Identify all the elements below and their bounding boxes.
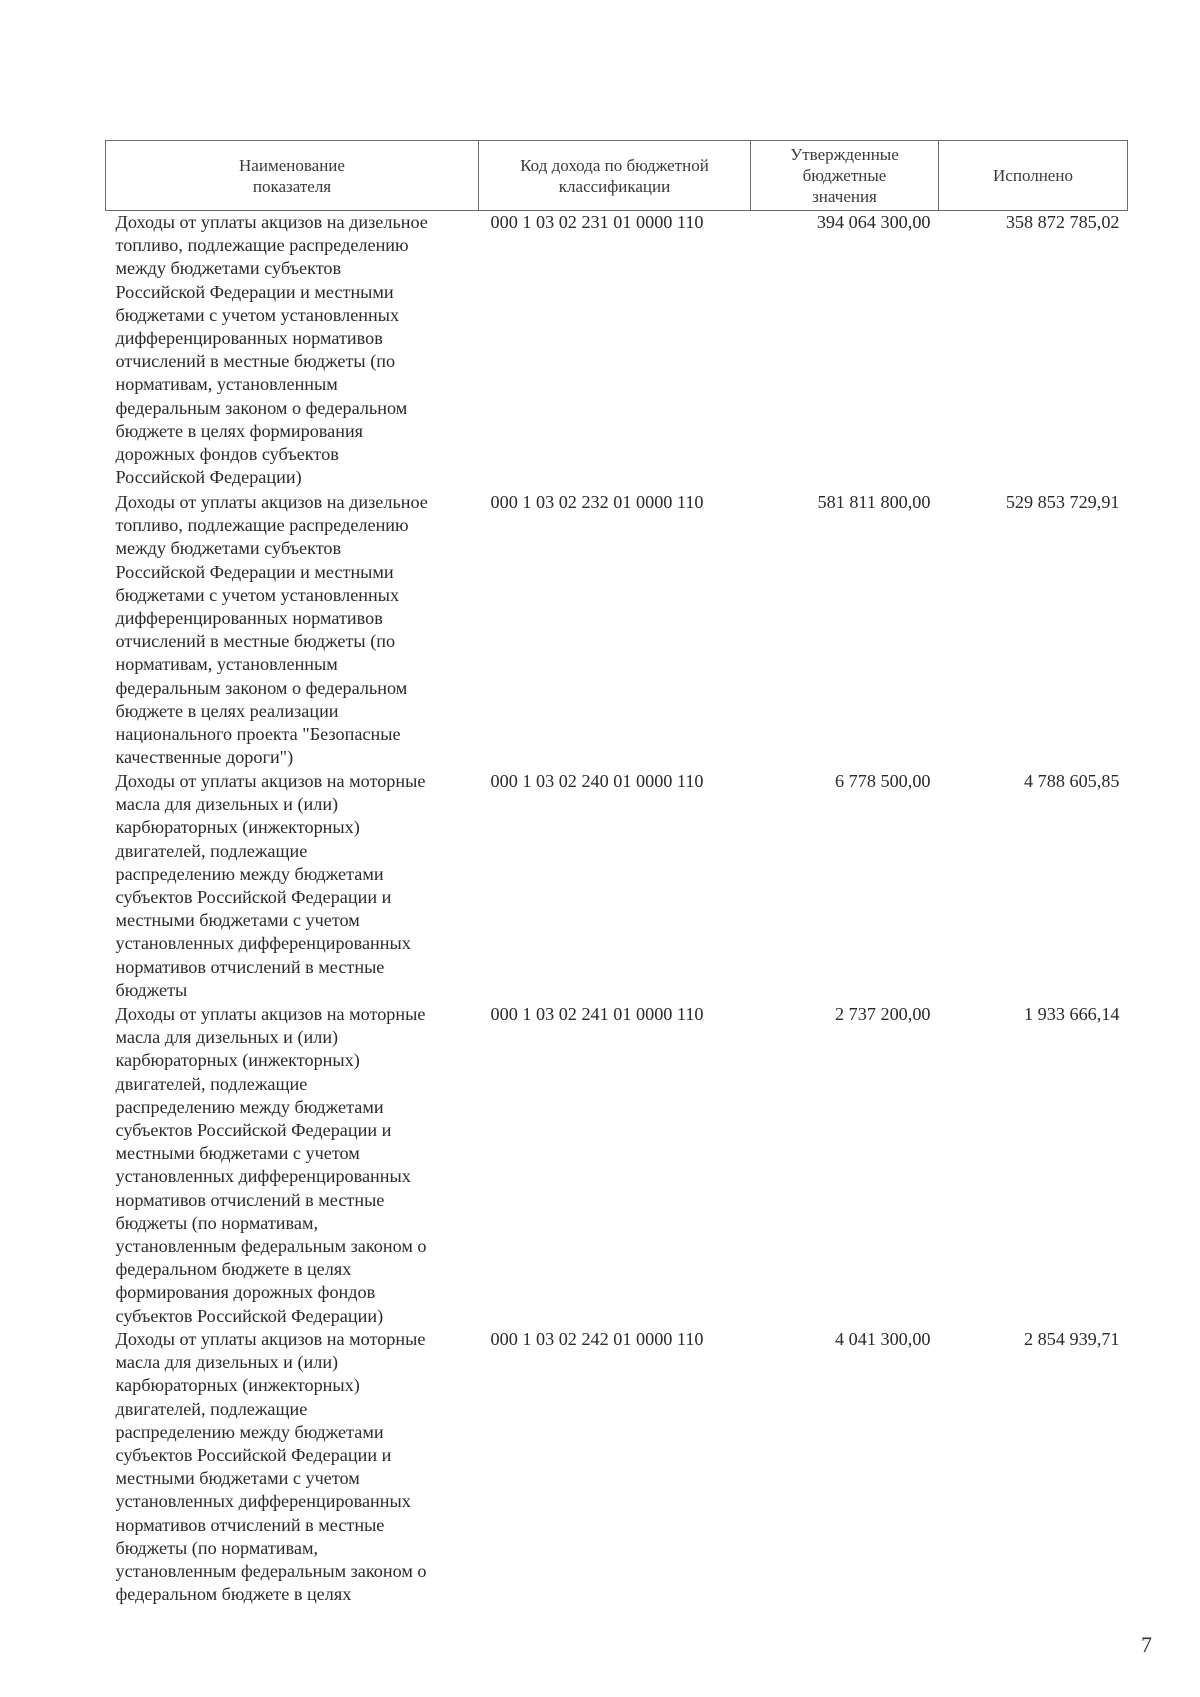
row-name-line: нормативам, установленным — [115, 374, 338, 395]
row-code: 000 1 03 02 232 01 0000 110 — [490, 492, 704, 512]
row-approved-value: 394 064 300,00 — [816, 212, 931, 232]
row-approved-value: 4 041 300,00 — [835, 1329, 931, 1349]
row-name-line: установленных дифференцированных — [115, 1166, 411, 1187]
header-approved-line: значения — [812, 187, 877, 206]
row-name-line: качественные дороги") — [115, 747, 294, 768]
row-name-line: Российской Федерации) — [115, 467, 302, 488]
row-name-line: масла для дизельных и (или) — [115, 1027, 339, 1048]
header-code-line: классификации — [558, 176, 671, 196]
row-name — [106, 491, 479, 770]
row-name-line: нормативам, установленным — [115, 654, 338, 675]
row-name-line: субъектов Российской Федерации и — [115, 1120, 392, 1141]
row-name-line: формирования дорожных фондов — [115, 1282, 376, 1303]
header-approved-line: бюджетные — [802, 166, 887, 185]
row-name-line: Российской Федерации и местными — [115, 281, 394, 302]
row-name-line: Российской Федерации и местными — [115, 561, 394, 582]
table-row — [106, 1328, 1128, 1608]
header-name-line: показателя — [252, 176, 332, 196]
row-name-line: Доходы от уплаты акцизов на дизельное — [115, 492, 428, 512]
row-name-line: местными бюджетами с учетом — [115, 1468, 360, 1489]
row-name-line: масла для дизельных и (или) — [115, 1352, 339, 1373]
row-name-line: бюджеты (по нормативам, — [115, 1537, 319, 1558]
header-executed-line: Исполнено — [993, 166, 1073, 185]
table-row — [106, 770, 1128, 1003]
row-name-line: федеральным законом о федеральном — [115, 397, 408, 418]
row-approved-value: 2 737 200,00 — [835, 1004, 931, 1024]
row-name-line: распределению между бюджетами — [115, 1421, 384, 1442]
row-executed-value: 1 933 666,14 — [1024, 1004, 1120, 1024]
row-name-line: дорожных фондов субъектов — [115, 444, 339, 465]
row-name — [106, 770, 479, 1003]
row-code: 000 1 03 02 242 01 0000 110 — [490, 1329, 704, 1349]
row-name-line: двигателей, подлежащие — [115, 1073, 308, 1094]
row-name-line: Доходы от уплаты акцизов на моторные — [115, 771, 426, 791]
row-name-line: местными бюджетами с учетом — [115, 910, 360, 931]
row-name-line: Доходы от уплаты акцизов на моторные — [115, 1004, 426, 1024]
row-name-line: бюджетами с учетом установленных — [115, 304, 400, 325]
row-name-line: Доходы от уплаты акцизов на моторные — [115, 1329, 426, 1349]
row-code: 000 1 03 02 231 01 0000 110 — [490, 212, 704, 232]
row-name-line: установленным федеральным законом о — [115, 1236, 427, 1257]
row-name-line: бюджеты (по нормативам, — [115, 1212, 319, 1233]
header-executed — [939, 141, 1128, 211]
row-name-line: карбюраторных (инжекторных) — [115, 817, 360, 838]
row-name-line: нормативов отчислений в местные — [115, 1189, 385, 1210]
row-name-line: дифференцированных нормативов — [115, 608, 383, 629]
header-name-line: Наименование — [239, 155, 345, 175]
row-name-line: субъектов Российской Федерации и — [115, 1445, 392, 1466]
row-name-line: установленных дифференцированных — [115, 933, 411, 954]
row-name-line: топливо, подлежащие распределению — [115, 235, 409, 256]
row-name-line: отчислений в местные бюджеты (по — [115, 351, 396, 372]
header-name — [106, 141, 479, 211]
header-code — [479, 141, 751, 211]
row-approved-value: 581 811 800,00 — [817, 492, 931, 512]
row-name-line: Доходы от уплаты акцизов на дизельное — [115, 212, 428, 232]
row-name-line: карбюраторных (инжекторных) — [115, 1375, 360, 1396]
row-code: 000 1 03 02 240 01 0000 110 — [490, 771, 704, 791]
table-row — [106, 1003, 1128, 1328]
row-name-line: топливо, подлежащие распределению — [115, 515, 409, 536]
row-name-line: двигателей, подлежащие — [115, 1398, 308, 1419]
row-name-line: масла для дизельных и (или) — [115, 794, 339, 815]
row-executed-value: 358 872 785,02 — [1005, 212, 1120, 232]
row-name-line: бюджетами с учетом установленных — [115, 584, 400, 605]
row-name-line: местными бюджетами с учетом — [115, 1143, 360, 1164]
row-executed-value: 4 788 605,85 — [1024, 771, 1120, 791]
row-name — [106, 1328, 479, 1608]
header-approved — [751, 141, 939, 211]
row-name-line: нормативов отчислений в местные — [115, 1514, 385, 1535]
row-name-line: установленным федеральным законом о — [115, 1561, 427, 1582]
revenue-table-container — [105, 140, 1127, 1608]
row-name-line: нормативов отчислений в местные — [115, 956, 385, 977]
row-executed-value: 529 853 729,91 — [1005, 492, 1120, 512]
header-approved-line: Утвержденные — [790, 145, 899, 164]
table-header-row — [106, 141, 1128, 211]
row-name-line: между бюджетами субъектов — [115, 258, 342, 279]
row-name-line: бюджеты — [115, 979, 188, 1000]
table-row — [106, 491, 1128, 770]
row-name-line: карбюраторных (инжекторных) — [115, 1050, 360, 1071]
row-name-line: бюджете в целях реализации — [115, 700, 339, 721]
row-name-line: между бюджетами субъектов — [115, 538, 342, 559]
row-name — [106, 1003, 479, 1328]
header-code-line: Код дохода по бюджетной — [520, 155, 709, 175]
row-name-line: распределению между бюджетами — [115, 1096, 384, 1117]
row-name-line: субъектов Российской Федерации и — [115, 887, 392, 908]
row-code: 000 1 03 02 241 01 0000 110 — [490, 1004, 704, 1024]
revenue-table — [105, 140, 1128, 1608]
row-name-line: установленных дифференцированных — [115, 1491, 411, 1512]
row-name-line: федеральном бюджете в целях — [115, 1584, 352, 1605]
row-name-line: субъектов Российской Федерации) — [115, 1305, 384, 1326]
row-approved-value: 6 778 500,00 — [835, 771, 931, 791]
row-name-line: федеральном бюджете в целях — [115, 1259, 352, 1280]
row-name-line: национального проекта "Безопасные — [115, 724, 401, 745]
row-name-line: дифференцированных нормативов — [115, 328, 383, 349]
row-executed-value: 2 854 939,71 — [1024, 1329, 1120, 1349]
page-number: 7 — [1141, 1632, 1152, 1657]
row-name-line: бюджете в целях формирования — [115, 420, 364, 441]
table-row — [106, 211, 1128, 492]
row-name-line: двигателей, подлежащие — [115, 840, 308, 861]
row-name — [106, 211, 479, 492]
row-name-line: распределению между бюджетами — [115, 863, 384, 884]
row-name-line: отчислений в местные бюджеты (по — [115, 631, 396, 652]
row-name-line: федеральным законом о федеральном — [115, 677, 408, 698]
